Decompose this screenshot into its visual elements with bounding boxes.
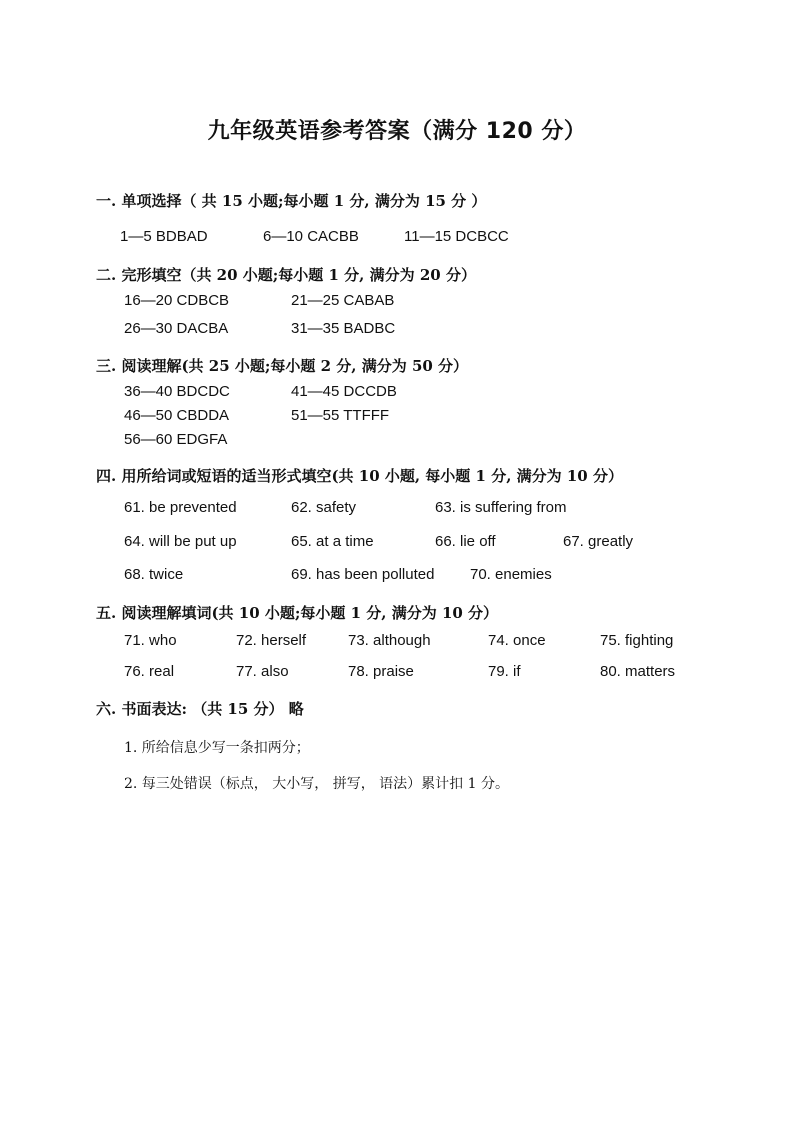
- answer-item: 69. has been polluted: [291, 566, 435, 583]
- grading-note: 2. 每三处错误（标点， 大小写， 拼写， 语法）累计扣 1 分。: [124, 776, 509, 792]
- section-4-heading: 四. 用所给词或短语的适当形式填空(共 10 小题, 每小题 1 分, 满分为 10 分）: [96, 467, 623, 485]
- answer-item: 62. safety: [291, 499, 357, 516]
- answer-item: 1—5 BDBAD: [120, 228, 208, 245]
- grading-note: 1. 所给信息少写一条扣两分；: [124, 740, 310, 756]
- page-title: 九年级英语参考答案（满分 120 分）: [207, 119, 587, 144]
- answer-item: 72. herself: [236, 632, 307, 649]
- answer-item: 46—50 CBDDA: [124, 407, 230, 424]
- section-5-heading: 五. 阅读理解填词(共 10 小题;每小题 1 分, 满分为 10 分）: [96, 604, 499, 622]
- answer-item: 41—45 DCCDB: [291, 383, 397, 400]
- answer-item: 76. real: [124, 663, 175, 680]
- answer-item: 77. also: [236, 663, 289, 680]
- answer-item: 68. twice: [124, 566, 184, 583]
- answer-item: 31—35 BADBC: [291, 320, 396, 337]
- answer-item: 21—25 CABAB: [291, 292, 395, 309]
- section-1-heading: 一. 单项选择（ 共 15 小题;每小题 1 分, 满分为 15 分 ）: [96, 192, 487, 210]
- answer-item: 36—40 BDCDC: [124, 383, 230, 400]
- answer-item: 11—15 DCBCC: [404, 228, 509, 245]
- answer-item: 74. once: [488, 632, 546, 649]
- answer-item: 51—55 TTFFF: [291, 407, 390, 424]
- answer-item: 65. at a time: [291, 533, 374, 550]
- answer-item: 16—20 CDBCB: [124, 292, 230, 309]
- answer-item: 75. fighting: [600, 632, 674, 649]
- answer-item: 80. matters: [600, 663, 676, 680]
- answer-item: 67. greatly: [563, 533, 634, 550]
- answer-item: 71. who: [124, 632, 177, 649]
- answer-item: 64. will be put up: [124, 533, 237, 550]
- answer-item: 56—60 EDGFA: [124, 431, 228, 448]
- answer-item: 63. is suffering from: [435, 499, 567, 516]
- answer-item: 61. be prevented: [124, 499, 237, 516]
- answer-item: 66. lie off: [435, 533, 496, 550]
- section-2-heading: 二. 完形填空（共 20 小题;每小题 1 分, 满分为 20 分）: [96, 266, 476, 284]
- answer-item: 70. enemies: [470, 566, 552, 583]
- section-3-heading: 三. 阅读理解(共 25 小题;每小题 2 分, 满分为 50 分）: [96, 357, 469, 375]
- answer-item: 78. praise: [348, 663, 414, 680]
- answer-item: 73. although: [348, 632, 431, 649]
- section-6-heading: 六. 书面表达: （共 15 分） 略: [96, 700, 304, 718]
- answer-item: 79. if: [488, 663, 521, 680]
- answer-item: 26—30 DACBA: [124, 320, 229, 337]
- answer-item: 6—10 CACBB: [263, 228, 359, 245]
